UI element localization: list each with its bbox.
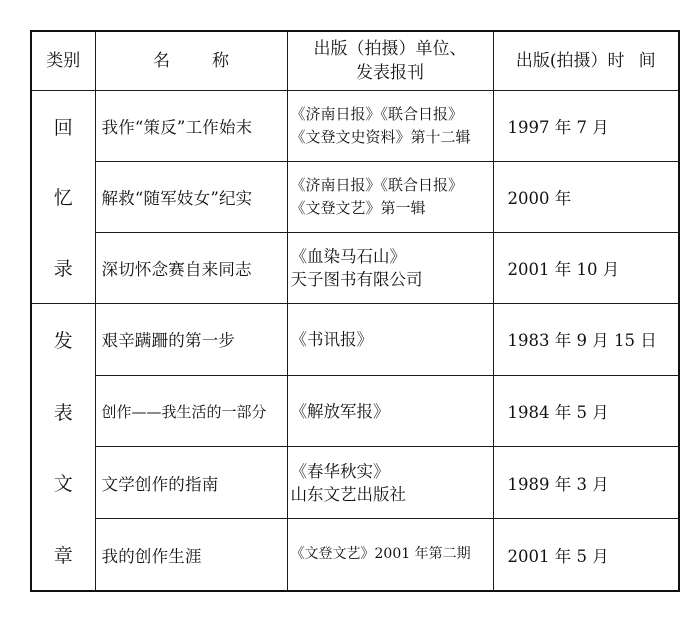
row-publisher-line-1: 《文登文艺》2001 年第二期 — [290, 546, 471, 563]
row-name: 解救“随军妓女”纪实 — [95, 162, 287, 233]
table-row — [31, 233, 679, 304]
category-memoir — [31, 91, 95, 304]
table-row — [31, 519, 679, 591]
row-publisher-line-1: 《书讯报》 — [290, 329, 373, 349]
category-char: 忆 — [53, 187, 73, 210]
row-name: 我的创作生涯 — [95, 519, 287, 591]
row-publisher-line-2: 《文登文史资料》第十二辑 — [290, 128, 471, 146]
row-name: 艰辛蹒跚的第一步 — [95, 304, 287, 376]
row-publisher-line-1: 《血染马石山》 — [290, 247, 406, 266]
row-date: 1983 年 9 月 15 日 — [493, 304, 679, 376]
row-date: 1984 年 5 月 — [493, 375, 679, 447]
row-publisher-line-1: 《济南日报》《联合日报》 — [290, 105, 464, 123]
row-publisher-line-1: 《春华秋实》 — [290, 461, 390, 481]
row-publisher — [287, 233, 493, 304]
header-category: 类别 — [31, 31, 95, 91]
category-articles — [31, 304, 95, 592]
header-date-part-1: 出版(拍摄）时 — [515, 51, 625, 71]
category-char: 文 — [53, 473, 73, 496]
row-publisher — [287, 304, 493, 376]
table-row — [31, 162, 679, 233]
row-date: 2001 年 10 月 — [493, 233, 679, 304]
row-publisher-line-1: 《解放军报》 — [290, 401, 390, 421]
row-name: 深切怀念赛自来同志 — [95, 233, 287, 304]
row-publisher — [287, 375, 493, 447]
category-char: 录 — [53, 258, 73, 281]
header-name-char-1: 名 — [153, 51, 170, 71]
header-publisher-line-1: 出版（拍摄）单位、 — [313, 39, 467, 59]
row-name: 创作——我生活的一部分 — [95, 375, 287, 447]
table-row — [31, 304, 679, 376]
category-char: 章 — [53, 544, 73, 567]
row-name: 文学创作的指南 — [95, 447, 287, 519]
row-publisher-line-1: 《济南日报》《联合日报》 — [290, 176, 464, 194]
header-name — [95, 31, 287, 91]
row-publisher-line-2: 《文登文艺》第一辑 — [290, 199, 426, 217]
header-row — [31, 31, 679, 91]
header-date — [493, 31, 679, 91]
publications-table — [30, 30, 680, 592]
row-publisher-line-2: 天子图书有限公司 — [290, 270, 423, 289]
row-date: 1989 年 3 月 — [493, 447, 679, 519]
row-publisher — [287, 447, 493, 519]
row-date: 2001 年 5 月 — [493, 519, 679, 591]
row-publisher — [287, 91, 493, 162]
row-name: 我作“策反”工作始末 — [95, 91, 287, 162]
header-name-char-2: 称 — [212, 51, 229, 71]
row-date: 1997 年 7 月 — [493, 91, 679, 162]
table-row — [31, 375, 679, 447]
row-date: 2000 年 — [493, 162, 679, 233]
row-publisher — [287, 162, 493, 233]
header-publisher-line-2: 发表报刊 — [356, 63, 424, 83]
category-char: 回 — [53, 116, 73, 139]
row-publisher — [287, 519, 493, 591]
category-char: 发 — [53, 330, 73, 353]
header-date-part-2: 间 — [638, 51, 656, 71]
table-row — [31, 447, 679, 519]
header-publisher — [287, 31, 493, 91]
table-row — [31, 91, 679, 162]
row-publisher-line-2: 山东文艺出版社 — [290, 484, 406, 504]
category-char: 表 — [53, 401, 73, 424]
